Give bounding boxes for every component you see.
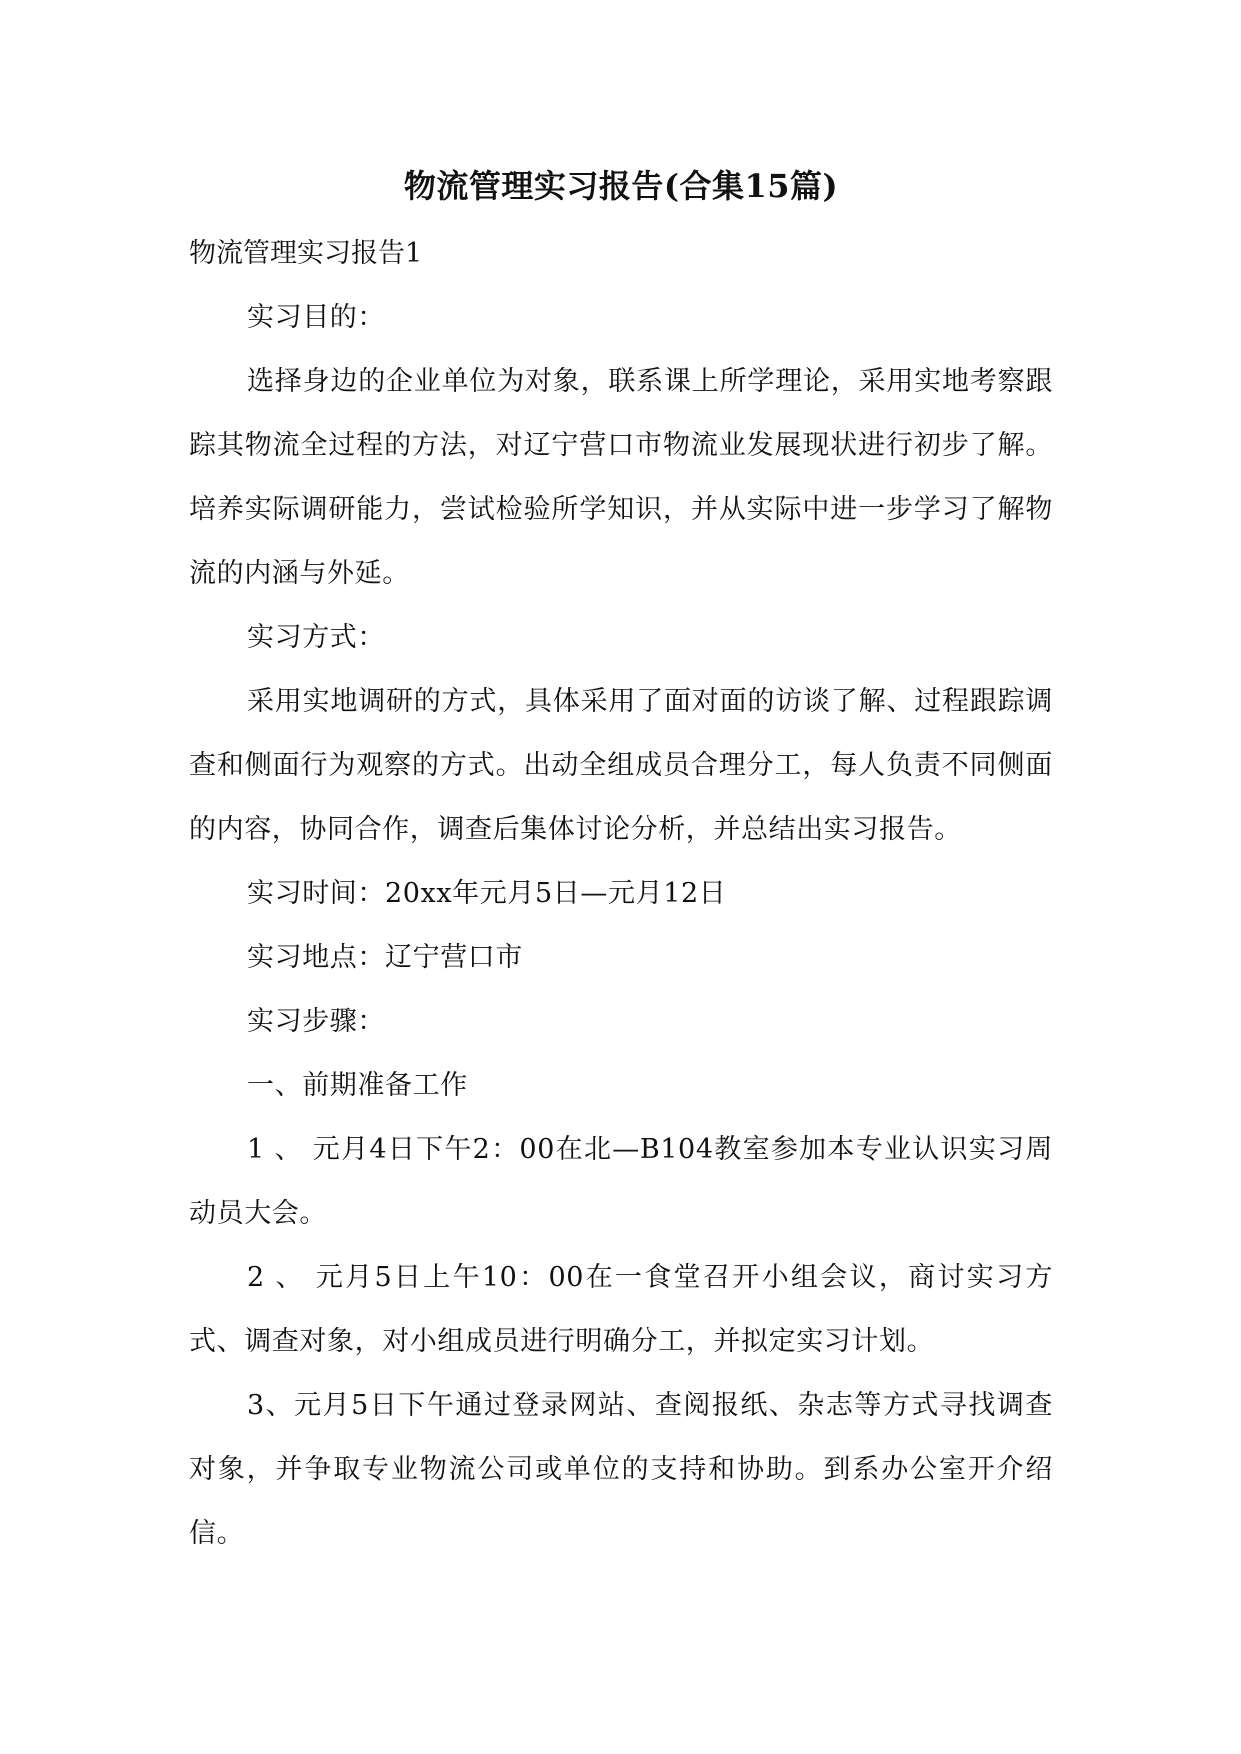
paragraph-location: 实习地点：辽宁营口市 <box>247 942 523 973</box>
paragraph-method: 采用实地调研的方式，具体采用了面对面的访谈了解、过程跟踪调查和侧面行为观察的方式。出动全组成员合理分工，每人负责不同侧面的内容，协同合作，调查后集体讨论分析，并总结出实习报告。 <box>189 686 1053 845</box>
step-heading-preparation: 一、前期准备工作 <box>247 1070 468 1101</box>
section-heading-method: 实习方式： <box>247 622 385 653</box>
section-heading-steps: 实习步骤： <box>247 1006 385 1037</box>
paragraph-purpose: 选择身边的企业单位为对象，联系课上所学理论，采用实地考察跟踪其物流全过程的方法，对辽宁营口市物流业发展现状进行初步了解。培养实际调研能力，尝试检验所学知识，并从实际中进一步学习了解物流的内涵与外延。 <box>189 366 1053 589</box>
paragraph-time: 实习时间：20xx年元月5日—元月12日 <box>247 878 727 909</box>
step-item-2: 2 、 元月5日上午10：00在一食堂召开小组会议，商讨实习方式、调查对象，对小组成员进行明确分工，并拟定实习计划。 <box>189 1262 1053 1357</box>
document-title: 物流管理实习报告(合集15篇) <box>403 167 839 205</box>
section-heading-purpose: 实习目的： <box>247 302 385 333</box>
step-item-1: 1 、 元月4日下午2：00在北—B104教室参加本专业认识实习周动员大会。 <box>189 1134 1053 1229</box>
document-body <box>189 160 1053 1566</box>
document-subtitle: 物流管理实习报告1 <box>189 238 423 269</box>
step-item-3: 3、元月5日下午通过登录网站、查阅报纸、杂志等方式寻找调查对象，并争取专业物流公司或单位的支持和协助。到系办公室开介绍信。 <box>189 1390 1053 1549</box>
